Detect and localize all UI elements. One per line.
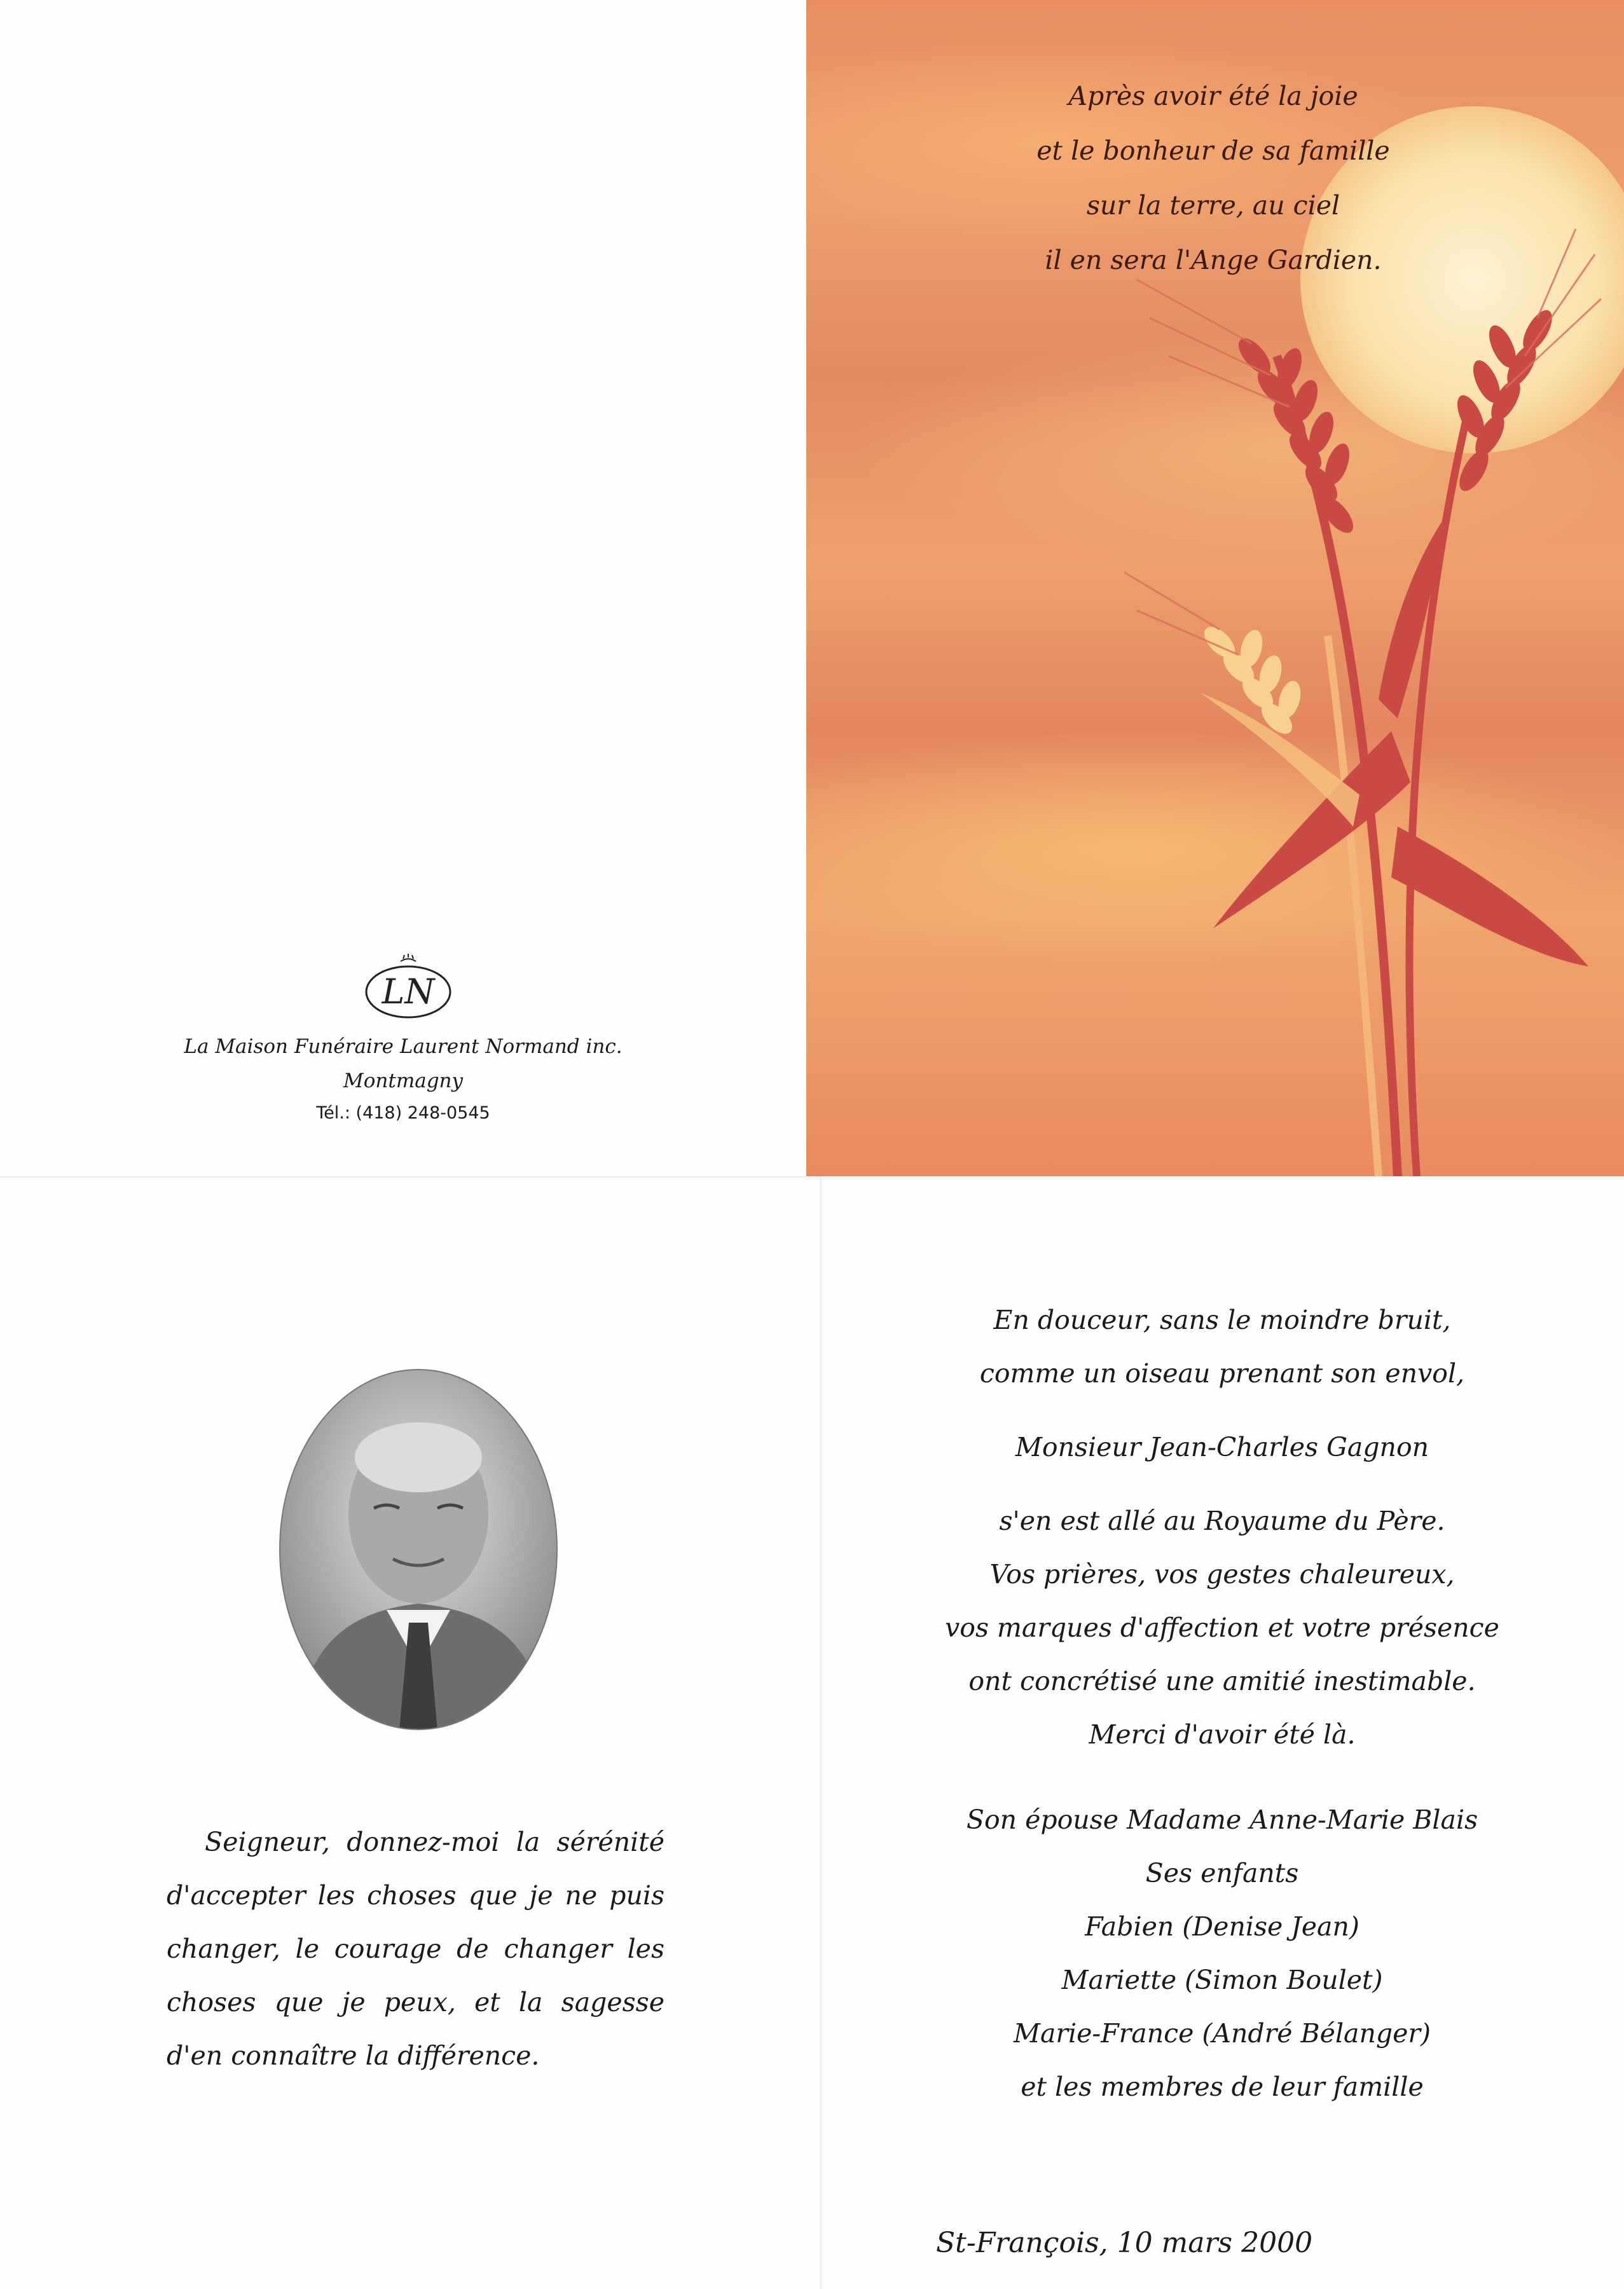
family-line: Fabien (Denise Jean) (1085, 1911, 1359, 1942)
deceased-name: Monsieur Jean-Charles Gagnon (1015, 1432, 1429, 1462)
text-line: ont concrétisé une amitié inestimable. (968, 1666, 1476, 1696)
family-line: et les membres de leur famille (1021, 2072, 1424, 2102)
family-line: Son épouse Madame Anne-Marie Blais (966, 1804, 1478, 1835)
text-line: Merci d'avoir été là. (1089, 1719, 1356, 1750)
logo-monogram: LN (382, 972, 435, 1012)
funeral-home-logo (361, 952, 455, 1021)
cover-panel (806, 0, 1624, 1176)
serenity-prayer: Seigneur, donnez-moi la sérénité d'accepter les choses que je ne puis changer, le courage de changer les choses que je peux, et la sagesse d'en connaître la différence. (167, 1827, 664, 2071)
text-line: vos marques d'affection et votre présence (945, 1612, 1499, 1643)
text-line: Vos prières, vos gestes chaleureux, (989, 1559, 1455, 1590)
cover-poem-line: il en sera l'Ange Gardien. (1045, 245, 1382, 275)
text-line: En douceur, sans le moindre bruit, (993, 1305, 1451, 1335)
text-line: comme un oiseau prenant son envol, (979, 1358, 1465, 1389)
wheat-stem (1328, 636, 1379, 1176)
family-line: Marie-France (André Bélanger) (1013, 2018, 1431, 2049)
family-line: Ses enfants (1145, 1858, 1299, 1888)
cover-poem (902, 69, 1525, 287)
fold-line (820, 1176, 822, 2289)
text-line: s'en est allé au Royaume du Père. (999, 1506, 1445, 1536)
photo-panel (0, 1176, 820, 2289)
funeral-home-phone: Tél.: (418) 248-0545 (316, 1103, 490, 1123)
wheat-leaf (1391, 827, 1588, 966)
funeral-home-city: Montmagny (343, 1069, 464, 1092)
cover-poem-line: sur la terre, au ciel (1086, 190, 1340, 221)
cover-poem-line: Après avoir été la joie (1068, 81, 1358, 111)
fold-line (0, 1176, 806, 1178)
portrait-photo (279, 1368, 558, 1731)
place-date: St-François, 10 mars 2000 (936, 2227, 1313, 2259)
funeral-home-name: La Maison Funéraire Laurent Normand inc. (184, 1035, 623, 1058)
cover-poem-line: et le bonheur de sa famille (1036, 135, 1390, 166)
family-line: Mariette (Simon Boulet) (1061, 1965, 1383, 1995)
